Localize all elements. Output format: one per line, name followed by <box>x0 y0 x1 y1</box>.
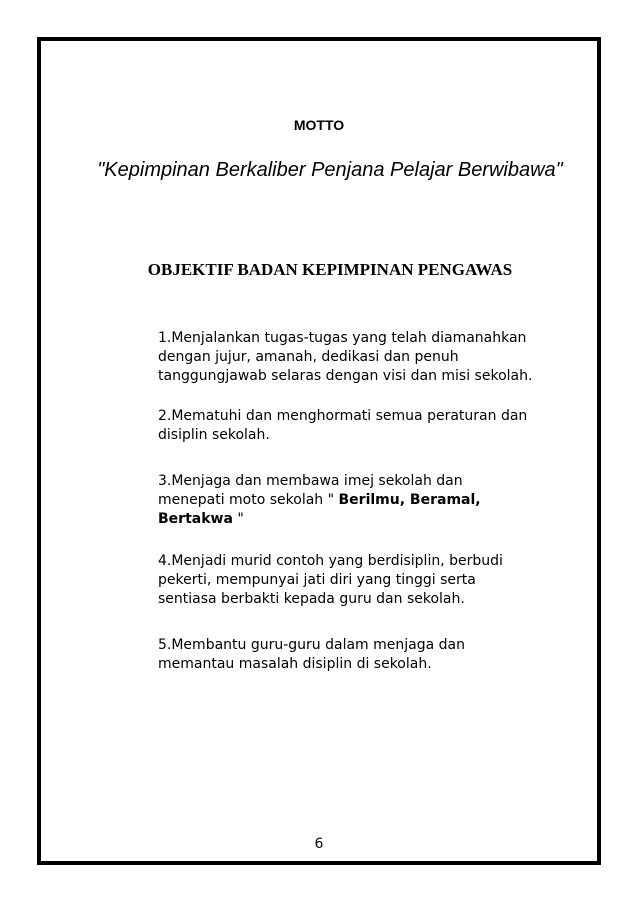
objective-item-1: 1.Menjalankan tugas-tugas yang telah diamanahkan dengan jujur, amanah, dedikasi dan penuh tanggungjawab selaras dengan visi dan misi sekolah. <box>158 330 533 384</box>
objective-item-2: 2.Mematuhi dan menghormati semua peraturan dan disiplin sekolah. <box>158 408 528 443</box>
objective-item-3 <box>158 472 533 529</box>
objectives-title: OBJEKTIF BADAN KEPIMPINAN PENGAWAS <box>147 260 513 279</box>
motto-text: "Kepimpinan Berkaliber Penjana Pelajar Berwibawa" <box>97 159 563 181</box>
objective-item-3-text: 3.Menjaga dan membawa imej sekolah dan menepati moto sekolah " <box>158 473 463 508</box>
objective-item-4: 4.Menjadi murid contoh yang berdisiplin, berbudi pekerti, mempunyai jati diri yang tinggi serta sentiasa berbakti kepada guru dan sekolah. <box>158 553 503 607</box>
objective-item-3-closing: " <box>232 511 244 527</box>
motto-heading: MOTTO <box>293 117 345 133</box>
objective-item-5: 5.Membantu guru-guru dalam menjaga dan memantau masalah disiplin di sekolah. <box>158 637 465 672</box>
page-number: 6 <box>314 836 324 852</box>
objectives-list <box>158 329 533 674</box>
school-motto-bold: Berilmu, Beramal, Bertakwa <box>158 492 481 527</box>
